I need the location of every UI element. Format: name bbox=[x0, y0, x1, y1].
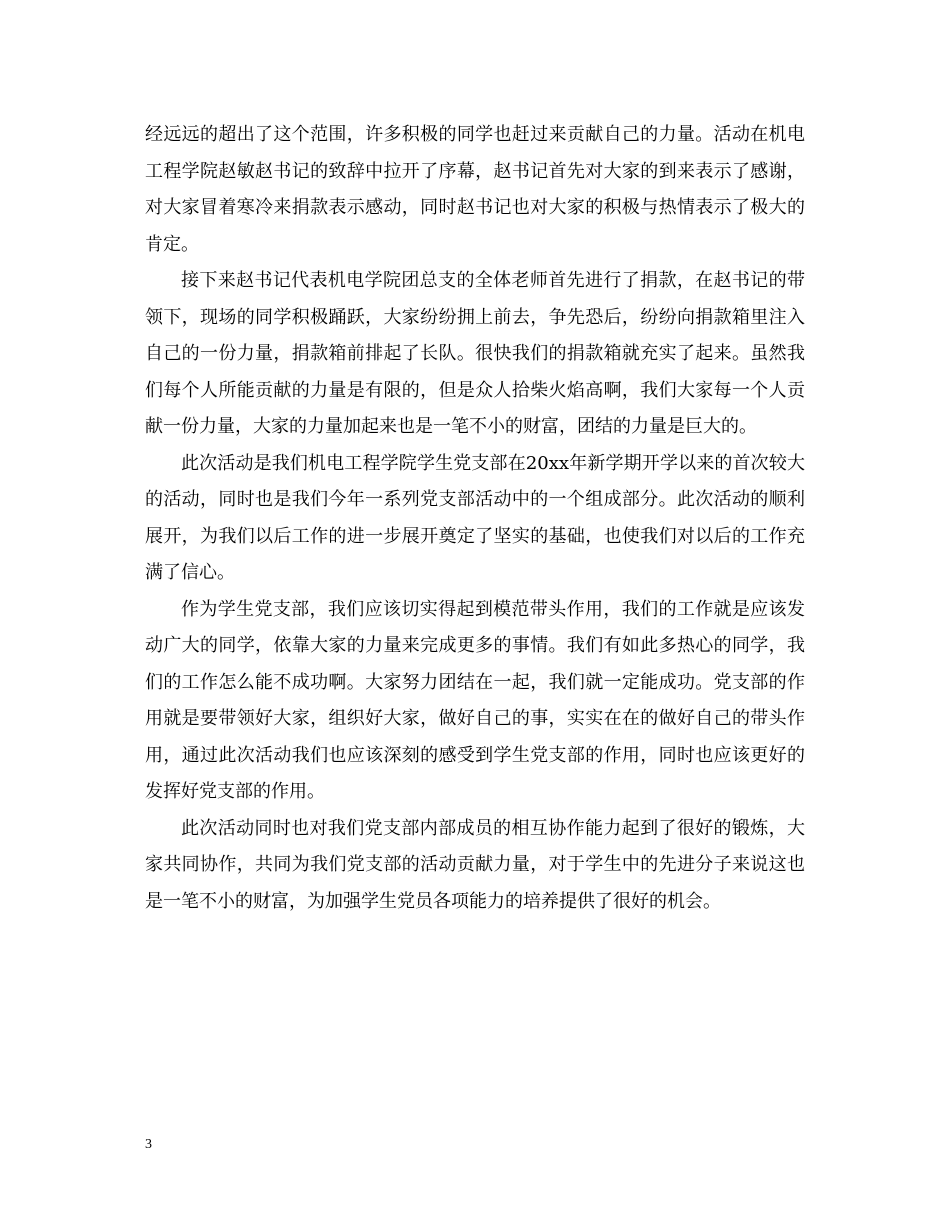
paragraph: 此次活动同时也对我们党支部内部成员的相互协作能力起到了很好的锻炼，大家共同协作，共同为我们党支部的活动贡献力量，对于学生中的先进分子来说这也是一笔不小的财富，为加强学生党员各项能力的培养提供了很好的机会。 bbox=[145, 817, 805, 912]
page-number: 3 bbox=[145, 1137, 152, 1152]
document-body bbox=[145, 117, 805, 920]
paragraph: 此次活动是我们机电工程学院学生党支部在20xx年新学期开学以来的首次较大的活动，同时也是我们今年一系列党支部活动中的一个组成部分。此次活动的顺利展开，为我们以后工作的进一步展开奠定了坚实的基础，也使我们对以后的工作充满了信心。 bbox=[145, 452, 805, 583]
paragraph: 接下来赵书记代表机电学院团总支的全体老师首先进行了捐款，在赵书记的带领下，现场的同学积极踊跃，大家纷纷拥上前去，争先恐后，纷纷向捐款箱里注入自己的一份力量，捐款箱前排起了长队。很快我们的捐款箱就充实了起来。虽然我们每个人所能贡献的力量是有限的，但是众人拾柴火焰高啊，我们大家每一个人贡献一份力量，大家的力量加起来也是一笔不小的财富，团结的力量是巨大的。 bbox=[145, 270, 805, 437]
paragraph: 作为学生党支部，我们应该切实得起到模范带头作用，我们的工作就是应该发动广大的同学，依靠大家的力量来完成更多的事情。我们有如此多热心的同学，我们的工作怎么能不成功啊。大家努力团结在一起，我们就一定能成功。党支部的作用就是要带领好大家，组织好大家，做好自己的事，实实在在的做好自己的带头作用，通过此次活动我们也应该深刻的感受到学生党支部的作用，同时也应该更好的发挥好党支部的作用。 bbox=[145, 598, 805, 802]
paragraph-continued: 经远远的超出了这个范围，许多积极的同学也赶过来贡献自己的力量。活动在机电工程学院赵敏赵书记的致辞中拉开了序幕，赵书记首先对大家的到来表示了感谢，对大家冒着寒冷来捐款表示感动，同时赵书记也对大家的积极与热情表示了极大的肯定。 bbox=[145, 124, 805, 255]
